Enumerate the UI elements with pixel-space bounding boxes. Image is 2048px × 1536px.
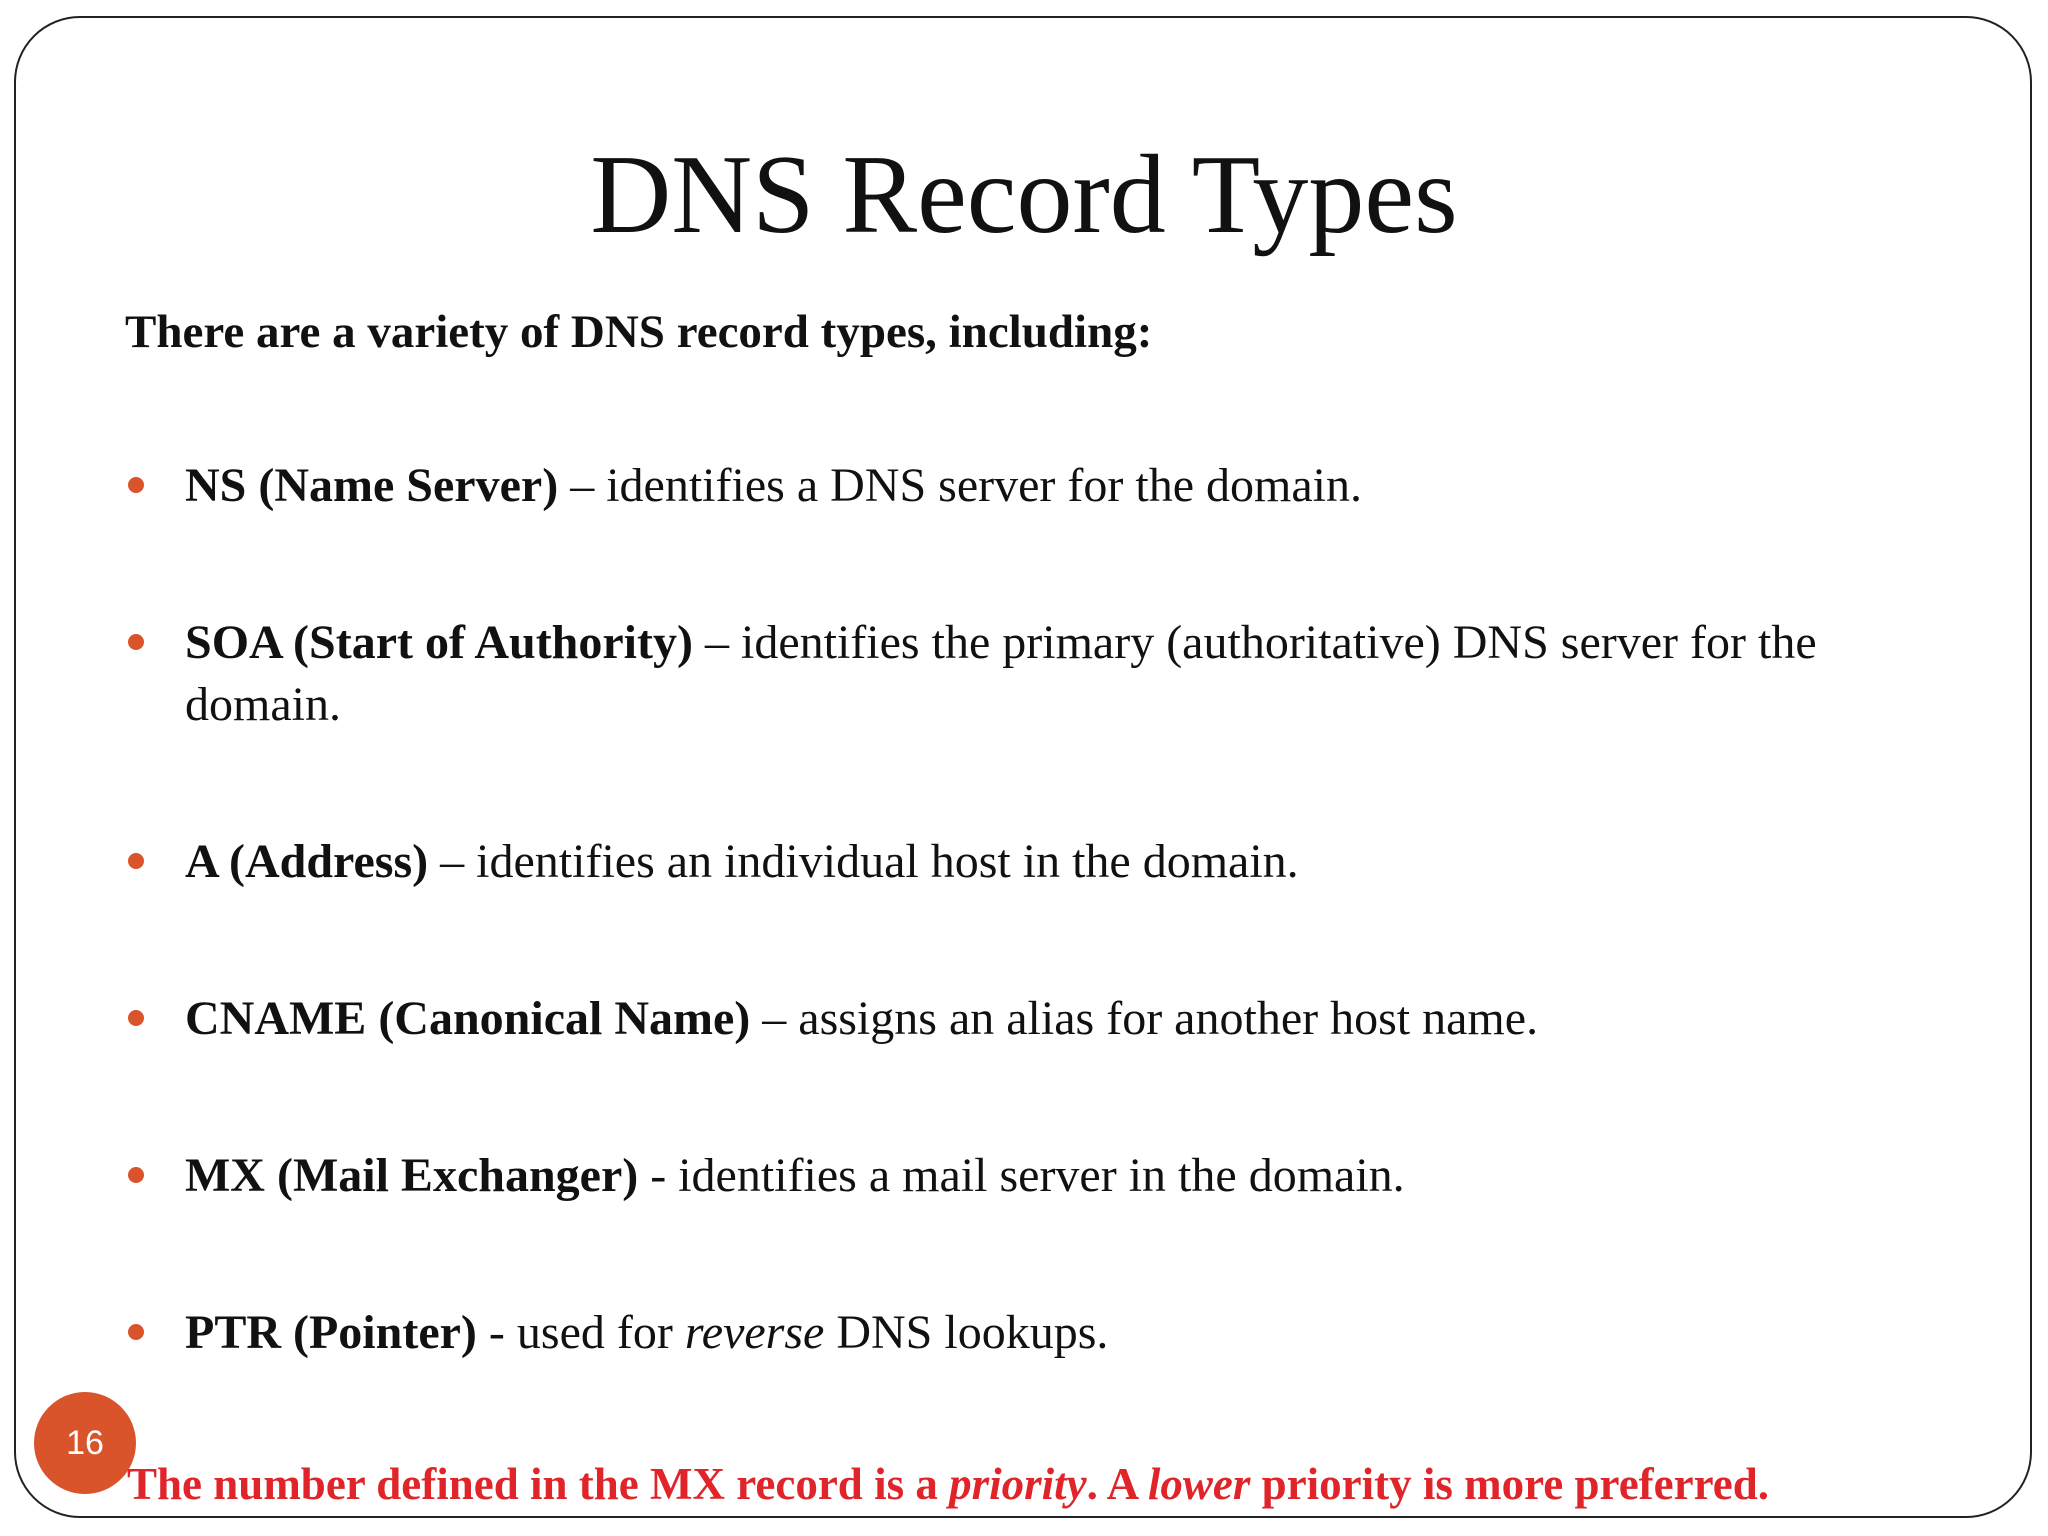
bullet-dot-icon [128, 1167, 144, 1183]
note-emphasis: lower [1147, 1459, 1251, 1509]
note-text: . A [1086, 1459, 1148, 1509]
record-term: MX (Mail Exchanger) [185, 1149, 639, 1202]
record-term: PTR (Pointer) [185, 1306, 477, 1359]
record-term: CNAME (Canonical Name) [185, 992, 751, 1045]
note-emphasis: priority [949, 1459, 1087, 1509]
list-item-ns [185, 455, 1965, 517]
list-item-ptr [185, 1302, 1965, 1364]
record-description: - identifies a mail server in the domain. [638, 1149, 1405, 1202]
record-description: – assigns an alias for another host name. [750, 992, 1539, 1045]
record-term: A (Address) [185, 835, 429, 888]
list-item-cname [185, 988, 1965, 1050]
record-description-emphasis: reverse [684, 1306, 825, 1359]
note-text: The number defined in the MX record is a [127, 1459, 950, 1509]
record-term: SOA (Start of Authority) [185, 616, 693, 669]
bullet-dot-icon [128, 853, 144, 869]
list-item-a [185, 831, 1965, 893]
bullet-dot-icon [128, 634, 144, 650]
slide-title: DNS Record Types [590, 133, 1458, 257]
record-description: – identifies the primary (authoritative) DNS server for the domain. [185, 616, 1817, 731]
record-description: DNS lookups. [824, 1306, 1109, 1359]
note-text: priority is more preferred. [1250, 1459, 1770, 1509]
record-description: – identifies an individual host in the domain. [428, 835, 1299, 888]
record-description: - used for [476, 1306, 685, 1359]
list-item-soa [185, 612, 1965, 736]
page-number-badge: 16 [34, 1392, 136, 1494]
record-term: NS (Name Server) [185, 459, 559, 512]
list-item-mx [185, 1145, 1965, 1207]
record-description: – identifies a DNS server for the domain. [558, 459, 1362, 512]
bullet-dot-icon [128, 1010, 144, 1026]
bullet-dot-icon [128, 477, 144, 493]
bullet-dot-icon [128, 1324, 144, 1340]
mx-priority-note [127, 1456, 1769, 1512]
intro-text: There are a variety of DNS record types, including: [125, 306, 1153, 358]
